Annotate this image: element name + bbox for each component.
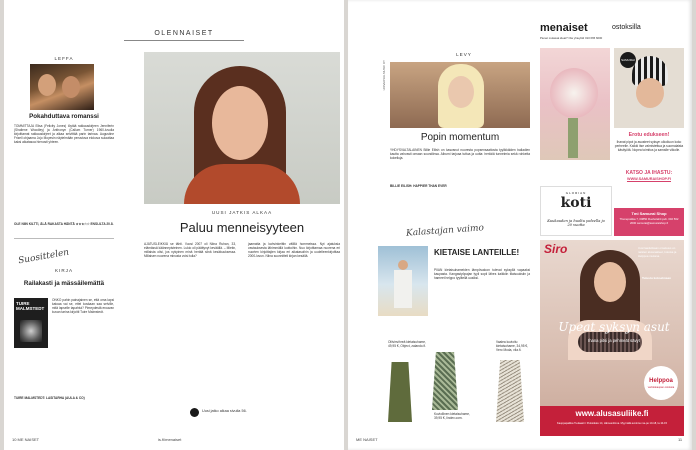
siro-body: Uusi laadukkaan omaisuus on naisten alusvaatteet, kotoisa ja Helppoa mukana. [638, 246, 677, 259]
siro-footer-bar [540, 406, 684, 436]
samurai-logo: SAMURAI [620, 52, 636, 68]
portrait-top-shape [184, 164, 300, 204]
book-section-script: Suosittelen [17, 247, 70, 267]
actress-face-shape [62, 76, 80, 98]
music-side-credit: UNIVERSAL MUSIC OY [382, 60, 386, 91]
siro-headline-sub: Ihana pitsi ja pehmeät sävyt [588, 338, 640, 343]
katso-url[interactable]: WWW.SAMURAISHOP.FI [626, 177, 671, 181]
music-credit: BILLIE EILISH: HAPPIER THAN EVER [390, 184, 447, 188]
book-cover-text: TUIRE MALMSTEDT [16, 301, 45, 311]
fashion-item-2: Vaalea kuvioitu kietaisuhame, 34,95 €, Vero Moda, vila.fi. [496, 340, 529, 353]
bouquet-image [540, 48, 610, 160]
book-cover-image [14, 298, 48, 348]
portrait-face-shape [212, 86, 268, 160]
kott-ad [540, 186, 612, 236]
siro-badge: Tutustu kokoelmaan [642, 276, 671, 280]
model-dress-shape [394, 270, 412, 308]
film-title: Pokahduttava romanssi [29, 113, 99, 120]
helppoa-badge [644, 366, 678, 400]
bouquet-flowers-shape [550, 68, 598, 118]
ad-brand-sub: ostoksilla [612, 24, 641, 31]
book-title: Railakasti ja mässäilemättä [23, 280, 105, 287]
series-note: Uusi jatko alkaa sivulla 56. [202, 409, 247, 413]
singer-face-shape [448, 76, 474, 108]
kott-sub: GLORIAN [565, 191, 587, 195]
green-skirt-image [388, 362, 412, 422]
fashion-section-script: Kalastajan vaimo [405, 223, 485, 239]
fashion-item-1: Oliivinvihreä kietaisuhame, 49,95 €, Object, zalando.fi. [388, 340, 426, 349]
fashion-title: KIETAISE LANTEILLE! [434, 248, 520, 257]
feature-portrait-image [144, 52, 340, 204]
book-section-label: KIRJA [54, 268, 74, 273]
film-body: TOMMITTAJA Elisa (Felicity Jones) löytää rakkauskirjeen Jenniferin (Shailene Woodley) ja Anthonyn (Callum Turner) 1960-luvulla kirjoittamat rakkauskirjeet ja alkaa selvittää parin tarinaa. Augustine Frizell ohjaama Jojo Moyesin näytelmään perustuva elokuva sulauttaa kaksi aikatasoa hienosti yhteen. [14, 124, 114, 145]
book-body: ONKO pahin painajainen se, että oma lapsi katoaa vai se, ettei koskaan saa selville, mitä lapselle tapahtui? Pimeydestä eroavan kuvan tarina kirjoitti Tuire Malmstedt. [52, 298, 114, 315]
siro-model-face-shape [594, 262, 626, 302]
helppoa-sub: verkkokaupan ostoksia [647, 386, 675, 389]
shop-info-box [614, 208, 684, 236]
siro-brand: Siro [544, 242, 568, 256]
fashion-body: PIIAN kietaisuhameiden lämpövaloon tulevat syksyllä vapaaksi kaupasta. Kangastyöpajan tyyli sopii lähes kaikkiin tilaisuuksiin ja hameet helppo tyylitellä uusiksi. [434, 268, 530, 281]
erotu-title: Erotu edukseen! [628, 132, 670, 138]
left-footer-url: is.fi/menaiset [158, 437, 182, 442]
film-still-image [30, 64, 94, 110]
film-section-label: LEFFA [54, 56, 74, 61]
book-cover-art [20, 320, 42, 342]
music-section-label: LEVY [456, 52, 472, 57]
page-header: OLENNAISET [154, 30, 214, 37]
right-footer-left: ME NAISET [356, 437, 378, 442]
kott-text: Kuukauden ja huoltu palvella jo 20 vuotta [547, 219, 605, 227]
katso-title: KATSO JA IHASTU: [625, 170, 673, 176]
album-cover-image [390, 62, 530, 128]
actor-face-shape [38, 74, 56, 96]
helppoa-label: Helppoa [649, 378, 673, 384]
book-credit: TUIRE MALMSTEDT: LASITARHA (AULA & CO) [14, 396, 85, 400]
siro-headline: Upeat syksyn asut [558, 320, 670, 334]
feature-kicker: UUSI JATKIS ALKAA [211, 210, 273, 215]
feature-column-2: jaamatta ja kahvinkeittin välillä hommeissa. Nyt ajatuksia vastauksesta lähimmällä luottoihin. Nuo kirjoittamaa nuorena eri nuorten kirjoittajien kirjaa eri aikatasoihin ja uudelleenkirjoittaa 2000-luvun. Niina suunnitteli kirjan kesällä. [248, 242, 340, 259]
header-divider [124, 40, 244, 41]
hat-model-image [614, 48, 684, 128]
shop-info: Thunepoikka 7, 00850 Ruoholahti puh. 040 562 2000 samurai@samuraishop.fi [619, 217, 679, 225]
series-marker-icon [190, 408, 199, 417]
fashion-item-3: Kuviollinen kietaisuhame, 39,95 €, lindex.com. [434, 412, 470, 421]
erotu-body: Ihanat pipot ja asusteet syksyn ulkoiluun koko perheelle. Kaikki itse valmistettua ja suomalaista käsityötä. Nopea toimitus ja samalle viikolle. [614, 140, 684, 153]
siro-site[interactable]: www.alusasuliike.fi [575, 409, 649, 418]
patterned-skirt-image [432, 352, 458, 410]
kott-brand: koti [560, 195, 592, 211]
right-footer-pagenum: 11 [678, 437, 683, 442]
bouquet-stems-shape [568, 118, 578, 158]
model-face-shape [636, 78, 664, 108]
ad-tagline: Pienet mukavat ideat? Ota yhteyttä! 010 665 6000 [540, 36, 603, 40]
model-head-shape [398, 260, 408, 270]
left-footer: 10 ME NAISET [12, 437, 40, 442]
feature-title: Paluu menneisyyteen [179, 220, 305, 235]
left-page [4, 0, 344, 450]
siro-address: Kauppapaikka Tuulaasti / Puistokatu 14, Hämeenlinna. Myymälä avoinna ma-pe 10-18, la 10-15 [556, 422, 667, 425]
music-title: Popin momentum [420, 132, 500, 143]
section-divider [14, 238, 114, 239]
film-rating: OLE NIIN KILTTI, ÄLÄ RAKASTA HÄNTÄ ★★★✩✩ ENSI-ILTA 20.8. [14, 222, 114, 226]
fashion-beach-image [378, 246, 428, 316]
shop-name: Tmi Samurai Shop [631, 211, 667, 216]
music-body: YHDYSVALTALAINEN Billie Eilish on kasvanut nuoresta popsensaatiosta tyylikkäiden balladien kautta vahvasti omaan soundiinsa. Albumi tarjoaa tuttua ja uutta: herkkiä tunnelmia sekä rohkeita kokeiluja. [390, 148, 530, 161]
right-page [348, 0, 692, 450]
feature-column-1: AJATUSLEIKKIÄ se tähti. Vuosi 2007 oli Niina Ruhan, 33, elämässä käännepisteinen. Lukio oli päättynyt keväällä. – Mietin, millaista olisi, jos nykyinen minä herätä siinä kesäkuuksessa. Millaisen nuorena minusta voisi tulla? [144, 242, 236, 259]
ad-brand: menaiset [540, 22, 588, 34]
light-skirt-image [496, 360, 524, 422]
